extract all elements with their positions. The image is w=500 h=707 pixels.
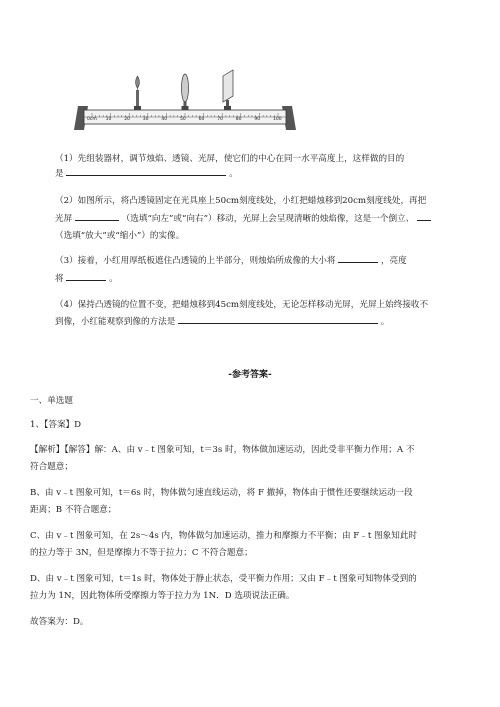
q2-line3: （选填“放大”或“缩小”）的实像。 [55, 231, 185, 241]
q3-line2-suffix: 。 [109, 274, 118, 284]
q4-line2-prefix: 到像，小红能观察到像的方法是 [55, 317, 176, 327]
ruler-tick-label: 70 [217, 117, 223, 122]
option-b-line-1: B、由 v﹣t 图象可知，t＝6s 时，物体做匀速直线运动，将 F 撤掉，物体由于惯性还要继续运动一段 [30, 488, 413, 498]
q3-brightness-blank[interactable] [66, 270, 106, 281]
analysis-line-1: 【解析】【解答】解：A、由 v﹣t 图象可知，t＝3s 时，物体做加速运动，因此受非平衡力作用；A 不 [30, 445, 415, 455]
q3-line2-prefix: 将 [55, 274, 64, 284]
q4-line1: （4）保持凸透镜的位置不变，把蜡烛移到45cm刻度线处，无论怎样移动光屏，光屏上始终接收不 [55, 300, 429, 310]
q3-line2 [55, 270, 455, 289]
q1-answer-blank[interactable] [66, 165, 226, 176]
q3-line1-prefix: （3）接着，小红用厚纸板遮住凸透镜的上半部分，则烛焰所成像的大小将 [55, 256, 336, 266]
answers-heading: -参考答案- [228, 370, 272, 380]
q1-line2-suffix: 。 [229, 169, 238, 179]
final-answer: 故答案为：D。 [30, 617, 89, 627]
q2-line2-middle: （选填“向左”或“向右”）移动，光屏上会呈现清晰的烛焰像，这是一个倒立、 [121, 214, 415, 224]
ruler-tick-label: 40 [161, 117, 168, 122]
q1-line2 [55, 165, 455, 184]
ruler-tick-label: 60 [198, 117, 205, 122]
answer-item-1: 1、【答案】D [30, 420, 82, 430]
q4-line2-suffix: 。 [380, 317, 390, 327]
q4-method-blank[interactable] [178, 313, 378, 324]
ruler-tick-label: 20 [124, 117, 130, 122]
q2-direction-blank[interactable] [75, 210, 119, 221]
ruler-tick-label: 0cm [87, 117, 97, 122]
q2-line2-prefix: 光屏 [55, 214, 73, 224]
section-title: 一、单选题 [30, 396, 73, 406]
q3-line1-suffix: ，亮度 [380, 256, 407, 266]
q2-size-blank[interactable] [417, 210, 431, 221]
q2-line1: （2）如图所示，将凸透镜固定在光具座上50cm刻度线处，小红把蜡烛移到20cm刻度线处，再把 [55, 196, 427, 206]
optical-bench-figure [70, 58, 300, 138]
q1-line1: （1）先组装器材，调节烛焰、透镜、光屏，使它们的中心在同一水平高度上，这样做的目的 [55, 154, 405, 164]
option-b-line-2: 距离；B 不符合题意； [30, 505, 117, 515]
q1-line2-prefix: 是 [55, 169, 64, 179]
option-c-line-1: C、由 v﹣t 图象可知，在 2s～4s 内，物体做匀加速运动，推力和摩擦力不平衡；由 F﹣t 图象知此时 [30, 531, 418, 541]
option-c-line-2: 的拉力等于 3N，但是摩擦力不等于拉力；C 不符合题意； [30, 548, 253, 558]
ruler-tick-label: 90 [254, 117, 261, 122]
ruler-tick-label: 80 [235, 117, 242, 122]
ruler-tick-label: 50 [180, 117, 186, 122]
ruler-tick-label: 30 [142, 117, 149, 122]
q3-line1 [55, 252, 455, 271]
ruler-tick-label: 10 [105, 117, 112, 122]
q3-size-blank[interactable] [338, 252, 378, 263]
analysis-line-2: 符合题意； [30, 462, 73, 472]
option-d-line-1: D、由 v﹣t 图象可知，t＝1s 时，物体处于静止状态，受平衡力作用；又由 F﹣t 图象可知物体受到的 [30, 574, 417, 584]
q4-line2 [55, 313, 455, 332]
ruler-tick-label: 100 [273, 117, 282, 122]
option-d-line-2: 拉力为 1N，因此物体所受摩擦力等于拉力为 1N．D 选项说法正确。 [30, 591, 295, 601]
tick-labels [70, 58, 300, 138]
